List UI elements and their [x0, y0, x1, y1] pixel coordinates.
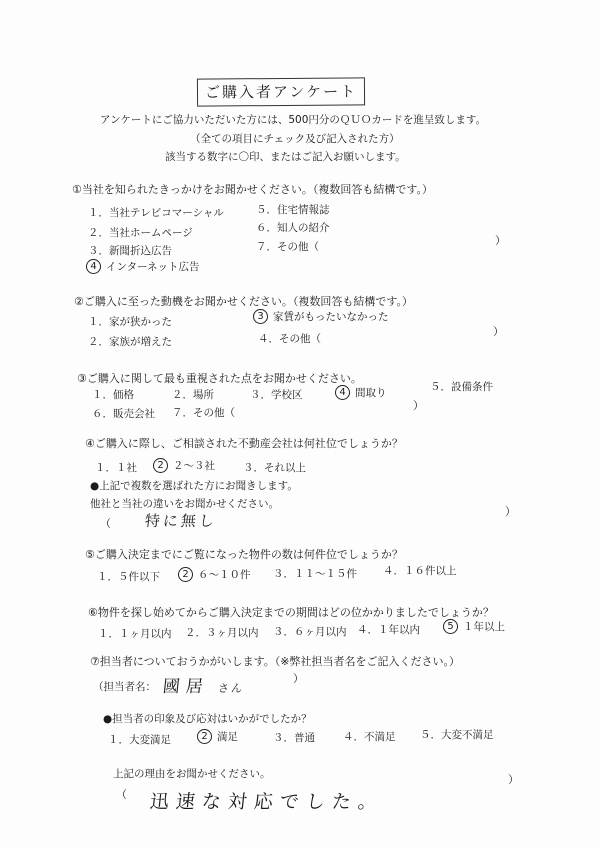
option-label: １年以内 — [378, 624, 420, 636]
q1-other-close-paren: ） — [495, 234, 506, 247]
q6-option-2 — [185, 625, 259, 640]
option-number: ３． — [88, 245, 109, 257]
option-label: １社 — [116, 462, 137, 474]
option-label: 当社ホームページ — [109, 227, 193, 239]
q7-reason-question: 上記の理由をお聞かせください。 — [113, 768, 271, 780]
option-number: ５． — [420, 729, 441, 741]
q7-question: ⑦担当者についておうかがいします。（※弊社担当者名をご記入ください。） — [90, 655, 460, 668]
option-number: ２． — [172, 389, 193, 401]
q6-option-4 — [357, 622, 420, 637]
q5-option-1 — [97, 569, 160, 584]
option-label: 不満足 — [364, 731, 396, 743]
option-label: 大変不満足 — [441, 729, 494, 741]
option-number: １． — [95, 462, 116, 474]
q3-option-4 — [335, 385, 387, 400]
q6-option-3 — [273, 624, 347, 639]
option-label: 学校区 — [271, 389, 303, 401]
option-label: 販売会社 — [113, 408, 155, 420]
q7-name-close-paren: ） — [293, 672, 304, 685]
option-number: ２． — [88, 336, 109, 348]
q5-option-2 — [178, 567, 251, 582]
option-number: ４． — [383, 565, 404, 577]
q3-option-3 — [250, 387, 303, 402]
option-label: １１～１５件 — [294, 568, 357, 580]
option-number: 5 — [443, 619, 458, 634]
q5-option-4 — [383, 563, 457, 578]
q7-reason-close-paren: ） — [508, 773, 519, 786]
option-number: 4 — [86, 259, 101, 274]
option-number: ２． — [88, 227, 109, 239]
q2-option-4 — [258, 331, 321, 346]
option-number: １． — [108, 734, 129, 746]
option-number: ６． — [92, 408, 113, 420]
option-number: 3 — [253, 309, 268, 324]
q1-question: ①当社を知られたきっかけをお聞かせください。（複数回答も結構です。） — [72, 183, 433, 196]
option-label: １６件以上 — [404, 565, 457, 577]
q5-option-3 — [273, 566, 357, 581]
option-number: ３． — [273, 732, 294, 744]
option-label: その他（ — [279, 333, 321, 345]
option-number: ４． — [357, 624, 378, 636]
option-number: １． — [98, 628, 119, 640]
option-number: ７． — [172, 407, 193, 419]
option-label: 新聞折込広告 — [109, 245, 172, 257]
q4-followup-note: ●上記で複数を選ばれた方にお聞きします。 — [90, 480, 298, 492]
option-number: ３． — [273, 568, 294, 580]
option-label: 当社テレビコマーシャル — [109, 207, 224, 219]
q7-reason-open-paren: （ — [116, 788, 127, 801]
option-number: 2 — [197, 729, 212, 744]
option-number: ３． — [243, 462, 264, 474]
option-label: ６ヶ月以内 — [294, 626, 347, 638]
option-number: ３． — [273, 626, 294, 638]
intro-line-1: アンケートにご協力いただいた方には、500円分のＱＵＯカードを進呈致します。 — [100, 114, 487, 126]
q4-followup-question: 他社と当社の違いをお聞かせください。 — [90, 498, 279, 510]
option-label: 知人の紹介 — [277, 222, 330, 234]
option-label: 満足 — [217, 731, 238, 743]
option-label: インターネット広告 — [106, 261, 200, 273]
option-number: １． — [92, 389, 113, 401]
q1-option-4 — [86, 259, 200, 274]
option-number: １． — [97, 571, 118, 583]
q1-option-7 — [256, 239, 319, 254]
option-label: ２～３社 — [173, 460, 215, 472]
q3-other-close-paren: ） — [413, 399, 424, 412]
q2-option-1 — [88, 314, 172, 329]
q3-option-7 — [172, 405, 235, 420]
option-label: その他（ — [277, 241, 319, 253]
q4-answer-close-paren: ） — [505, 505, 516, 518]
q1-option-2 — [88, 225, 193, 240]
q3-option-2 — [172, 387, 214, 402]
q7-impression-question: ●担当者の印象及び応対はいかがでしたか？ — [103, 713, 312, 725]
option-number: ５． — [430, 381, 451, 393]
q4-handwritten-answer: 特に無し — [144, 512, 218, 530]
q7-handwritten-name: 國居 — [161, 677, 210, 697]
q2-other-close-paren: ） — [493, 325, 504, 338]
q1-option-5 — [256, 202, 330, 217]
q7-option-2 — [197, 729, 238, 744]
q2-question: ②ご購入に至った動機をお聞かせください。（複数回答も結構です。） — [74, 295, 413, 308]
option-number: ７． — [256, 241, 277, 253]
option-number: ５． — [256, 204, 277, 216]
option-number: ３． — [250, 389, 271, 401]
option-number: ６． — [256, 222, 277, 234]
option-label: 価格 — [113, 389, 134, 401]
q4-question: ④ご購入に際し、ご相談された不動産会社は何社位でしょうか？ — [85, 437, 403, 450]
option-number: ４． — [343, 731, 364, 743]
option-number: ２． — [185, 627, 206, 639]
q7-option-5 — [420, 727, 494, 742]
option-label: 家が狭かった — [109, 316, 172, 328]
option-label: 家族が増えた — [109, 336, 172, 348]
q6-option-5 — [443, 619, 505, 634]
option-label: 住宅情報誌 — [277, 204, 330, 216]
q5-question: ⑤ご購入決定までにご覧になった物件の数は何件位でしょうか？ — [85, 548, 403, 561]
q1-option-6 — [256, 220, 330, 235]
intro-line-3: 該当する数字に〇印、またはご記入お願いします。 — [165, 151, 406, 163]
q7-name-label: （担当者名： — [93, 681, 156, 693]
option-label: 場所 — [193, 389, 214, 401]
option-label: １ヶ月以内 — [119, 628, 172, 640]
option-number: ４． — [258, 333, 279, 345]
option-number: 2 — [178, 567, 193, 582]
q4-option-3 — [243, 460, 306, 475]
q3-question: ③ご購入に関して最も重視された点をお聞かせください。 — [77, 372, 362, 385]
intro-line-2: （全ての項目にチェック及び記入された方） — [190, 133, 400, 145]
option-label: 普通 — [294, 732, 315, 744]
q3-option-6 — [92, 406, 155, 421]
q3-option-5 — [430, 379, 493, 394]
q4-option-2 — [153, 458, 215, 473]
survey-title: ご購入者アンケート — [197, 77, 365, 106]
q7-handwritten-name-suffix: さん — [217, 682, 245, 695]
q1-option-1 — [88, 205, 224, 220]
q1-option-3 — [88, 243, 172, 258]
option-label: 間取り — [355, 387, 387, 399]
q7-option-4 — [343, 729, 396, 744]
q4-option-1 — [95, 460, 137, 475]
q2-option-2 — [88, 334, 172, 349]
q6-question: ⑥物件を探し始めてからご購入決定までの期間はどの位かかりましたでしょうか？ — [88, 606, 494, 619]
option-label: 大変満足 — [129, 734, 171, 746]
option-label: その他（ — [193, 407, 235, 419]
option-number: 2 — [153, 458, 168, 473]
q7-option-1 — [108, 732, 171, 747]
option-label: ３ヶ月以内 — [206, 627, 259, 639]
q2-option-3 — [253, 309, 389, 324]
q7-option-3 — [273, 730, 315, 745]
q7-handwritten-reason: 迅速な対応でした。 — [148, 791, 386, 813]
q4-answer-open-paren: （ — [100, 517, 111, 530]
option-number: １． — [88, 207, 109, 219]
q6-option-1 — [98, 626, 172, 641]
option-label: ６～１０件 — [198, 569, 251, 581]
q3-option-1 — [92, 387, 134, 402]
option-label: ５件以下 — [118, 571, 160, 583]
option-label: それ以上 — [264, 462, 306, 474]
option-label: 家賃がもったいなかった — [273, 311, 389, 323]
option-label: １年以上 — [463, 621, 505, 633]
option-number: １． — [88, 316, 109, 328]
option-number: 4 — [335, 385, 350, 400]
option-label: 設備条件 — [451, 381, 493, 393]
